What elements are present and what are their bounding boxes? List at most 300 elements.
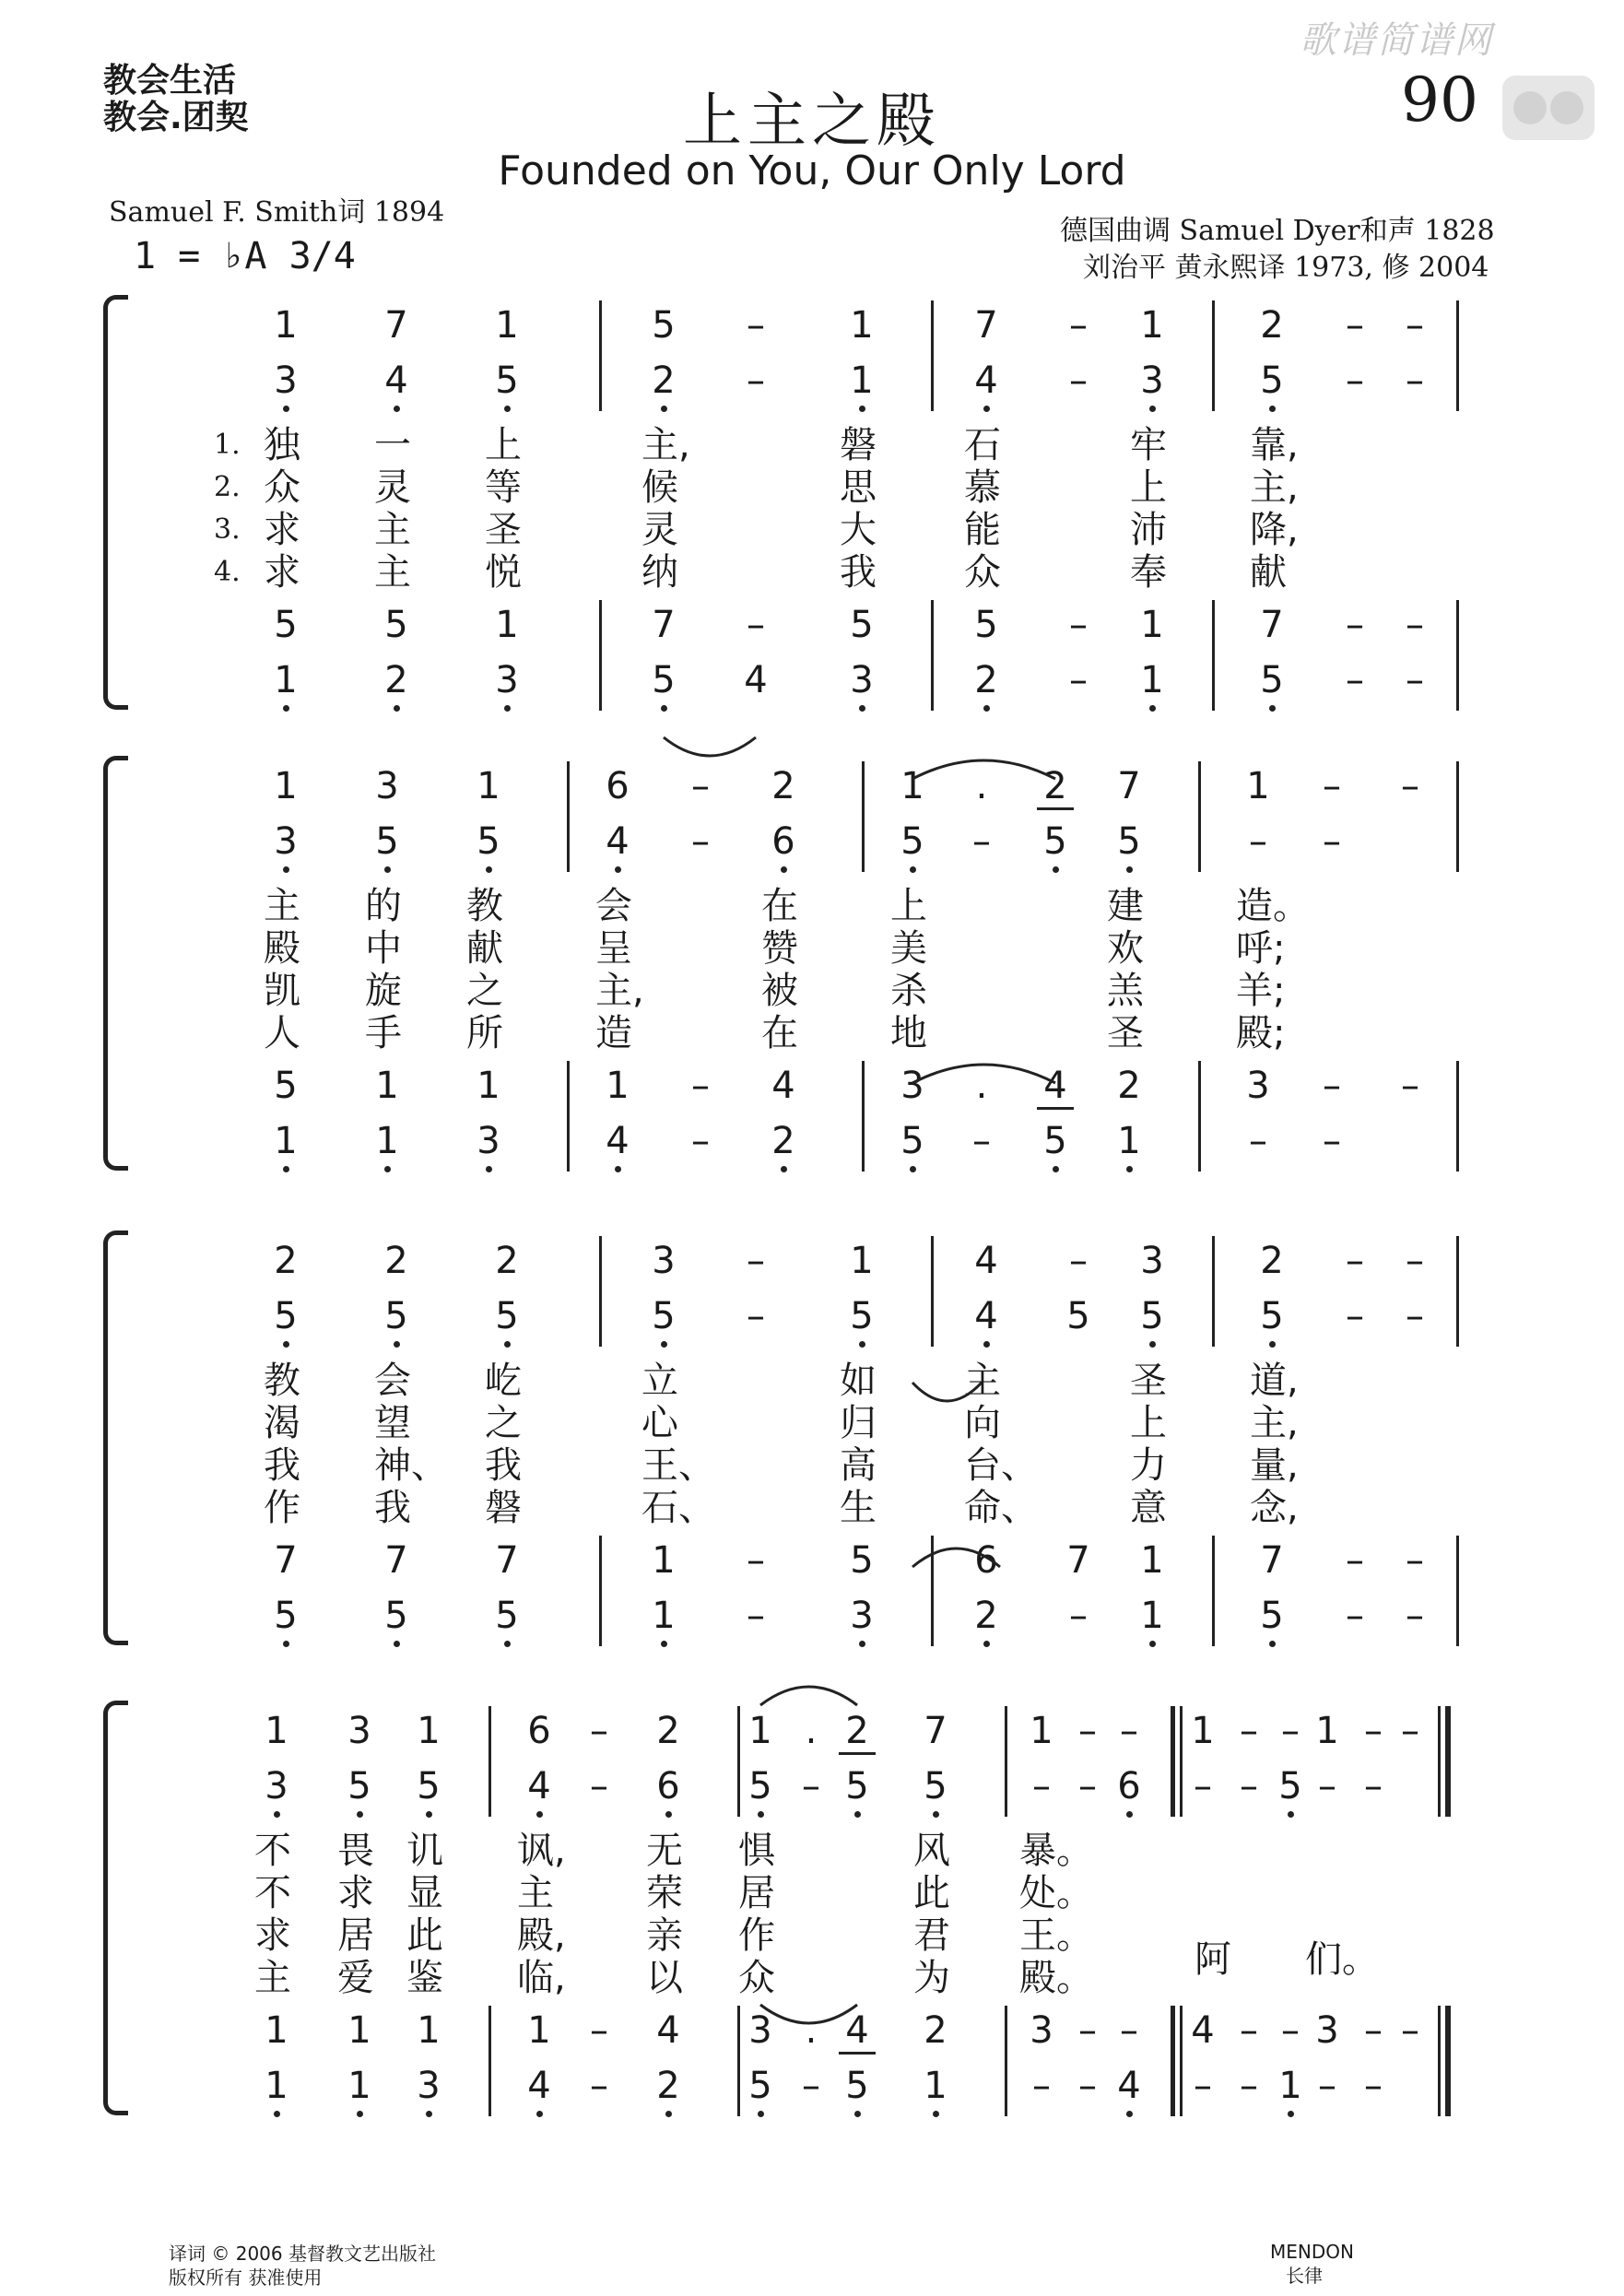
barline [1456, 1061, 1459, 1116]
barline [1212, 1291, 1215, 1347]
note: 1 [274, 304, 298, 347]
barline [931, 1236, 934, 1291]
note: 7 [974, 304, 998, 347]
note: – [1069, 1240, 1088, 1282]
final-barline [1438, 1706, 1441, 1761]
note: 3 [1315, 2009, 1339, 2052]
note: – [1249, 820, 1267, 863]
note: 4 [1117, 2065, 1141, 2107]
note: 3 [375, 765, 399, 807]
note: 4 [527, 2065, 551, 2107]
note: 5 [850, 1295, 874, 1337]
octave-dot [910, 866, 916, 873]
note: 1 [1140, 659, 1164, 701]
note: – [1323, 1120, 1341, 1162]
hymn-number: 90 [1401, 65, 1478, 135]
lyric-syllable: 献 [1250, 551, 1287, 594]
lyric-syllable: 主 [374, 551, 411, 594]
barline [1005, 2006, 1007, 2061]
barline [1456, 1236, 1459, 1291]
note: – [1318, 1765, 1336, 1807]
octave-dot [1053, 1166, 1059, 1172]
lyric-syllable: 生 [840, 1487, 877, 1529]
octave-dot [983, 705, 990, 712]
lyric-syllable: 殿。 [1019, 1957, 1093, 1999]
note: 4 [656, 2009, 680, 2052]
lyricist-credit: Samuel F. Smith词 1894 [109, 196, 445, 229]
lyric-syllable: 望 [374, 1402, 411, 1444]
lyric-syllable: 众 [738, 1957, 775, 1999]
note: – [1318, 2065, 1336, 2107]
lyric-syllable: 求 [337, 1872, 374, 1914]
note: 1 [274, 659, 298, 701]
note: 1 [606, 1065, 630, 1107]
note: – [1032, 1765, 1051, 1807]
octave-dot [781, 866, 787, 873]
lyric-syllable: 向 [964, 1402, 1001, 1444]
note: 1 [652, 1539, 676, 1582]
octave-dot [394, 406, 400, 412]
note: – [1069, 1595, 1088, 1637]
lyric-syllable: 我 [374, 1487, 411, 1529]
lyric-syllable: 主, [1250, 466, 1299, 509]
verse-number: 3. [214, 513, 241, 546]
lyric-syllable: 主 [517, 1872, 554, 1914]
note: – [1406, 659, 1424, 701]
barline [737, 1706, 740, 1761]
hymn-title-english: Founded on You, Our Only Lord [498, 147, 1126, 194]
barline [1456, 600, 1459, 655]
lyric-syllable: 主 [964, 1360, 1001, 1402]
octave-dot [283, 1641, 289, 1647]
octave-dot [665, 1811, 672, 1818]
lyric-syllable: 赞 [761, 927, 798, 970]
note: 5 [748, 2065, 772, 2107]
lyric-syllable: 求 [264, 551, 300, 594]
note: 5 [495, 359, 519, 402]
barline [931, 655, 934, 711]
note: 7 [384, 304, 408, 347]
note: 1 [1191, 1710, 1215, 1752]
lyric-syllable: 主, [641, 424, 690, 466]
note: 2 [1260, 304, 1284, 347]
note: – [1120, 2009, 1138, 2052]
barline [1198, 1061, 1201, 1116]
lyric-syllable: 上 [890, 885, 927, 927]
note: 7 [1260, 1539, 1284, 1582]
eighth-note-underline [839, 1752, 876, 1755]
barline [1456, 1291, 1459, 1347]
note: 5 [495, 1595, 519, 1637]
octave-dot [910, 1166, 916, 1172]
lyric-syllable: 会 [595, 885, 632, 927]
note: 3 [347, 1710, 371, 1752]
note: 5 [274, 1295, 298, 1337]
octave-dot [665, 2111, 672, 2117]
lyric-syllable: 旋 [365, 970, 402, 1012]
lyric-syllable: 显 [406, 1872, 443, 1914]
note: 4 [384, 359, 408, 402]
note: – [1406, 1539, 1424, 1582]
octave-dot [504, 1641, 511, 1647]
note: 3 [1140, 359, 1164, 402]
lyric-syllable: 殿, [517, 1914, 566, 1957]
lyric-syllable: 等 [485, 466, 522, 509]
note: – [1281, 1710, 1300, 1752]
lyric-syllable: 台、 [964, 1444, 1038, 1487]
note: 3 [1030, 2009, 1053, 2052]
octave-dot [1269, 406, 1276, 412]
barline [931, 1591, 934, 1646]
barline [1005, 1706, 1007, 1761]
double-barline [1172, 1706, 1175, 1761]
lyric-syllable: 风 [913, 1830, 950, 1872]
meter-label: 长律 [1286, 2265, 1323, 2287]
lyric-syllable: 教 [466, 885, 503, 927]
subcategory-label: 教会.团契 [103, 99, 249, 136]
note: 7 [1117, 765, 1141, 807]
barline [1212, 1591, 1215, 1646]
eighth-note-underline [1037, 807, 1074, 810]
note: 5 [384, 604, 408, 646]
note: 7 [924, 1710, 947, 1752]
lyric-syllable: 圣 [485, 509, 522, 551]
octave-dot [933, 1811, 939, 1818]
double-barline [1180, 2061, 1183, 2116]
system-bracket [103, 756, 128, 1171]
barline [1456, 356, 1459, 411]
note: – [1364, 1765, 1383, 1807]
lyric-syllable: 灵 [641, 509, 678, 551]
note: 1 [265, 2009, 288, 2052]
note: 4 [606, 820, 630, 863]
octave-dot [859, 705, 865, 712]
barline [862, 761, 865, 817]
note: 3 [1140, 1240, 1164, 1282]
note: 5 [900, 820, 924, 863]
octave-dot [283, 406, 289, 412]
system-bracket [103, 1701, 128, 2115]
lyric-syllable: 之 [466, 970, 503, 1012]
note: 6 [606, 765, 630, 807]
site-watermark: 歌谱简谱网 [1300, 19, 1493, 62]
lyric-syllable: 造。 [1236, 885, 1310, 927]
note: 5 [1043, 820, 1067, 863]
note: 5 [1260, 1295, 1284, 1337]
lyric-syllable: 纳 [641, 551, 678, 594]
barline [1212, 356, 1215, 411]
note: 4 [845, 2009, 869, 2052]
note: – [1323, 765, 1341, 807]
note: 1 [748, 1710, 772, 1752]
note: 1 [850, 304, 874, 347]
lyric-syllable: 羊; [1236, 970, 1286, 1012]
octave-dot [758, 1811, 764, 1818]
note: 2 [656, 1710, 680, 1752]
note: – [1069, 659, 1088, 701]
note: . [975, 1065, 988, 1107]
barline [1005, 1761, 1007, 1817]
note: 3 [477, 1120, 500, 1162]
lyric-syllable: 上 [1130, 1402, 1167, 1444]
note: – [1406, 604, 1424, 646]
note: 3 [495, 659, 519, 701]
note: – [1406, 359, 1424, 402]
lyric-syllable: 处。 [1019, 1872, 1093, 1914]
lyric-syllable: 杀 [890, 970, 927, 1012]
note: 1 [274, 765, 298, 807]
key-signature: 1 = ♭A 3/4 [134, 235, 356, 277]
barline [599, 1536, 602, 1591]
eighth-note-underline [839, 2052, 876, 2055]
note: . [805, 2009, 818, 2052]
note: 1 [347, 2009, 371, 2052]
note: 1 [495, 304, 519, 347]
octave-dot [1149, 705, 1156, 712]
octave-dot [983, 1641, 990, 1647]
lyric-syllable: 思 [840, 466, 877, 509]
lyric-syllable: 教 [264, 1360, 300, 1402]
octave-dot [1149, 1341, 1156, 1348]
double-barline [1180, 1706, 1183, 1761]
note: – [1078, 1710, 1097, 1752]
note: – [1401, 2009, 1419, 2052]
octave-dot [1269, 1641, 1276, 1647]
double-barline [1172, 1761, 1175, 1817]
barline [1198, 761, 1201, 817]
octave-dot [426, 1811, 432, 1818]
lyric-syllable: 沛 [1130, 509, 1167, 551]
note: 3 [274, 359, 298, 402]
lyric-syllable: 临, [517, 1957, 566, 1999]
barline [862, 1061, 865, 1116]
barline [1456, 655, 1459, 711]
octave-dot [933, 2111, 939, 2117]
note: 1 [900, 765, 924, 807]
lyric-syllable: 大 [840, 509, 877, 551]
octave-dot [615, 1166, 621, 1172]
lyric-syllable: 一 [374, 424, 411, 466]
note: 6 [527, 1710, 551, 1752]
note: 4 [744, 659, 768, 701]
note: 6 [974, 1539, 998, 1582]
lyric-syllable: 高 [840, 1444, 877, 1487]
lyric-syllable: 降, [1250, 509, 1299, 551]
barline [599, 1591, 602, 1646]
note: – [1069, 304, 1088, 347]
note: . [805, 1710, 818, 1752]
lyric-syllable: 呼; [1236, 927, 1286, 970]
note: 3 [850, 659, 874, 701]
note: 1 [375, 1120, 399, 1162]
octave-dot [854, 2111, 861, 2117]
note: – [1078, 2065, 1097, 2107]
octave-dot [384, 1166, 391, 1172]
lyric-syllable: 呈 [595, 927, 632, 970]
lyric-syllable: 众 [964, 551, 1001, 594]
note: 7 [274, 1539, 298, 1582]
lyric-syllable: 亲 [646, 1914, 683, 1957]
note: 5 [1117, 820, 1141, 863]
note: – [1240, 2009, 1258, 2052]
octave-dot [394, 1641, 400, 1647]
note: 4 [974, 1240, 998, 1282]
octave-dot [859, 1641, 865, 1647]
octave-dot [854, 1811, 861, 1818]
note: – [1364, 2065, 1383, 2107]
lyric-syllable: 此 [406, 1914, 443, 1957]
note: 5 [652, 304, 676, 347]
octave-dot [394, 705, 400, 712]
lyric-syllable: 建 [1107, 885, 1144, 927]
note: 5 [417, 1765, 441, 1807]
note: – [1346, 659, 1364, 701]
note: 1 [1315, 1710, 1339, 1752]
octave-dot [661, 406, 667, 412]
barline [599, 655, 602, 711]
barline [931, 600, 934, 655]
verse-number: 4. [214, 556, 241, 588]
lyric-syllable: 如 [840, 1360, 877, 1402]
lyric-syllable: 中 [365, 927, 402, 970]
octave-dot [661, 1641, 667, 1647]
lyric-syllable: 在 [761, 1012, 798, 1054]
note: 3 [274, 820, 298, 863]
note: – [1346, 359, 1364, 402]
lyric-syllable: 牢 [1130, 424, 1167, 466]
final-barline [1445, 2061, 1451, 2116]
note: 7 [495, 1539, 519, 1582]
lyric-syllable: 作 [264, 1487, 300, 1529]
note: – [747, 1240, 765, 1282]
note: – [1194, 2065, 1212, 2107]
barline [1456, 1536, 1459, 1591]
octave-dot [1126, 866, 1133, 873]
lyric-syllable: 上 [1130, 466, 1167, 509]
lyric-syllable: 灵 [374, 466, 411, 509]
note: – [747, 359, 765, 402]
note: 7 [1260, 604, 1284, 646]
final-barline [1438, 1761, 1441, 1817]
octave-dot [781, 1166, 787, 1172]
note: 3 [417, 2065, 441, 2107]
note: – [1032, 2065, 1051, 2107]
octave-dot [983, 1341, 990, 1348]
barline [862, 817, 865, 872]
note: 1 [375, 1065, 399, 1107]
note: 1 [477, 1065, 500, 1107]
note: 1 [1030, 1710, 1053, 1752]
double-barline [1172, 2061, 1175, 2116]
octave-dot [1126, 1166, 1133, 1172]
lyric-syllable: 献 [466, 927, 503, 970]
note: 5 [652, 659, 676, 701]
lyric-syllable: 磐 [840, 424, 877, 466]
final-barline [1445, 1761, 1451, 1817]
note: – [691, 765, 710, 807]
lyric-syllable: 立 [641, 1360, 678, 1402]
lyric-syllable: 主 [264, 885, 300, 927]
slur-arc [664, 737, 756, 756]
system-bracket [103, 295, 128, 710]
note: 5 [1260, 1595, 1284, 1637]
note: 5 [1140, 1295, 1164, 1337]
barline [567, 1061, 570, 1116]
note: 5 [274, 604, 298, 646]
note: 2 [771, 765, 795, 807]
octave-dot [983, 406, 990, 412]
note: 1 [527, 2009, 551, 2052]
note: 5 [495, 1295, 519, 1337]
lyric-syllable: 力 [1130, 1444, 1167, 1487]
note: – [747, 304, 765, 347]
note: 4 [771, 1065, 795, 1107]
octave-dot [536, 1811, 543, 1818]
barline [599, 600, 602, 655]
note: – [1194, 1765, 1212, 1807]
note: – [1346, 1595, 1364, 1637]
note: 1 [265, 2065, 288, 2107]
note: 2 [845, 1710, 869, 1752]
note: – [747, 1539, 765, 1582]
lyric-syllable: 荣 [646, 1872, 683, 1914]
octave-dot [283, 1166, 289, 1172]
note: 3 [850, 1595, 874, 1637]
octave-dot [394, 1341, 400, 1348]
lyric-syllable: 美 [890, 927, 927, 970]
lyric-syllable: 所 [466, 1012, 503, 1054]
tune-name: MENDON [1270, 2241, 1354, 2263]
lyric-syllable: 之 [485, 1402, 522, 1444]
lyric-syllable: 居 [337, 1914, 374, 1957]
note: – [972, 1120, 991, 1162]
barline [1005, 2061, 1007, 2116]
octave-dot [504, 406, 511, 412]
octave-dot [274, 2111, 280, 2117]
lyric-syllable: 悦 [485, 551, 522, 594]
double-barline [1172, 2006, 1175, 2061]
note: – [1346, 1539, 1364, 1582]
barline [1212, 300, 1215, 356]
lyric-syllable: 君 [913, 1914, 950, 1957]
lyric-syllable: 磐 [485, 1487, 522, 1529]
lyric-syllable: 主 [374, 509, 411, 551]
note: 5 [384, 1595, 408, 1637]
lyric-syllable: 造 [595, 1012, 632, 1054]
lyric-syllable: 慕 [964, 466, 1001, 509]
note: 3 [1246, 1065, 1270, 1107]
note: – [1401, 1065, 1419, 1107]
lyric-syllable: 殿 [264, 927, 300, 970]
note: 2 [1260, 1240, 1284, 1282]
lyric-syllable: 圣 [1130, 1360, 1167, 1402]
note: 5 [274, 1065, 298, 1107]
lyric-syllable: 命、 [964, 1487, 1038, 1529]
note: – [590, 1710, 608, 1752]
note: 7 [1066, 1539, 1090, 1582]
note: 6 [656, 1765, 680, 1807]
octave-dot [859, 406, 865, 412]
lyric-syllable: 心 [641, 1402, 678, 1444]
note: 1 [417, 1710, 441, 1752]
note: – [1240, 2065, 1258, 2107]
note: 2 [1117, 1065, 1141, 1107]
lyric-syllable: 不 [254, 1872, 291, 1914]
barline [567, 761, 570, 817]
verse-number: 2. [214, 471, 241, 503]
octave-dot [1149, 1641, 1156, 1647]
note: 5 [845, 2065, 869, 2107]
